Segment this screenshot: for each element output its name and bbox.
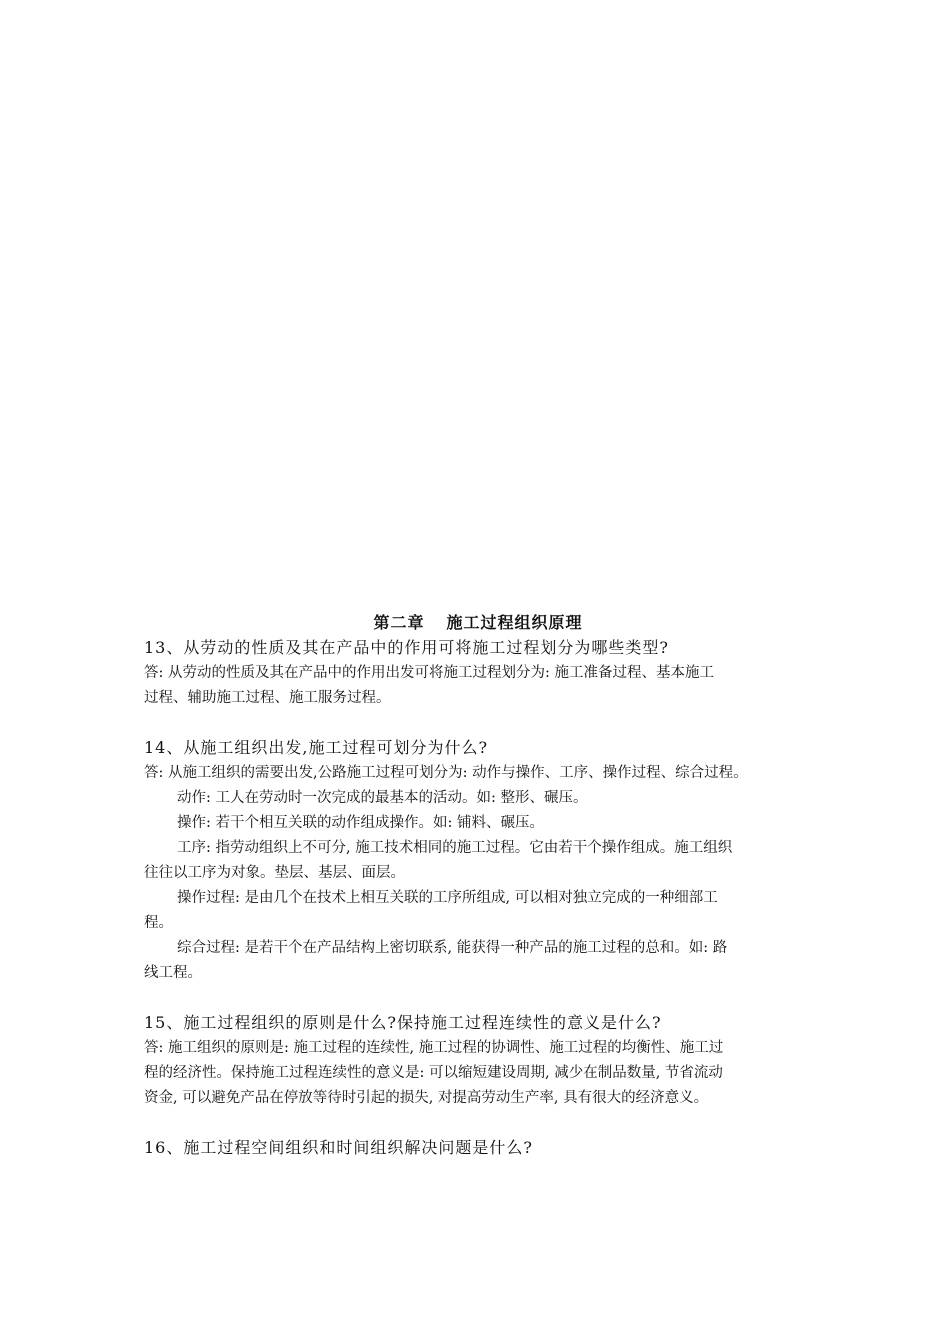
chapter-name: 施工过程组织原理 bbox=[446, 613, 583, 632]
answer-line: 往往以工序为对象。垫层、基层、面层。 bbox=[144, 865, 405, 881]
qa-section-16 bbox=[144, 1135, 812, 1161]
answer-line: 线工程。 bbox=[144, 965, 202, 981]
chapter-title bbox=[144, 611, 812, 635]
chapter-number: 第二章 bbox=[373, 613, 425, 632]
question-14: 14、从施工组织出发,施工过程可划分为什么? bbox=[144, 738, 489, 757]
answer-line: 答: 施工组织的原则是: 施工过程的连续性, 施工过程的协调性、施工过程的均衡性、施工过 bbox=[144, 1040, 724, 1056]
qa-section-14 bbox=[144, 735, 812, 986]
qa-section-13 bbox=[144, 635, 812, 711]
answer-line: 程的经济性。保持施工过程连续性的意义是: 可以缩短建设周期, 减少在制品数量, 节省流动 bbox=[144, 1065, 723, 1081]
answer-line-action: 动作: 工人在劳动时一次完成的最基本的活动。如: 整形、碾压。 bbox=[177, 790, 588, 806]
document-content bbox=[144, 611, 812, 1161]
answer-line-operation-process: 操作过程: 是由几个在技术上相互关联的工序所组成, 可以相对独立完成的一种细部工 bbox=[177, 890, 718, 906]
answer-line-comprehensive-process: 综合过程: 是若干个在产品结构上密切联系, 能获得一种产品的施工过程的总和。如: 路 bbox=[177, 940, 728, 956]
answer-line: 资金, 可以避免产品在停放等待时引起的损失, 对提高劳动生产率, 具有很大的经济意义。 bbox=[144, 1090, 709, 1106]
answer-line-operation: 操作: 若干个相互关联的动作组成操作。如: 铺料、碾压。 bbox=[177, 815, 544, 831]
question-13: 13、从劳动的性质及其在产品中的作用可将施工过程划分为哪些类型? bbox=[144, 638, 669, 657]
question-15: 15、施工过程组织的原则是什么?保持施工过程连续性的意义是什么? bbox=[144, 1013, 662, 1032]
answer-13 bbox=[144, 661, 812, 711]
qa-section-15 bbox=[144, 1010, 812, 1111]
answer-line: 答: 从施工组织的需要出发,公路施工过程可划分为: 动作与操作、工序、操作过程、综合过程。 bbox=[144, 765, 748, 781]
answer-line-process-step: 工序: 指劳动组织上不可分, 施工技术相同的施工过程。它由若干个操作组成。施工组织 bbox=[177, 840, 733, 856]
answer-15 bbox=[144, 1036, 812, 1111]
answer-line: 程。 bbox=[144, 915, 173, 931]
answer-line: 过程、辅助施工过程、施工服务过程。 bbox=[144, 690, 391, 706]
answer-line: 答: 从劳动的性质及其在产品中的作用出发可将施工过程划分为: 施工准备过程、基本施工 bbox=[144, 665, 714, 681]
question-16: 16、施工过程空间组织和时间组织解决问题是什么? bbox=[144, 1138, 533, 1157]
answer-14 bbox=[144, 761, 812, 986]
